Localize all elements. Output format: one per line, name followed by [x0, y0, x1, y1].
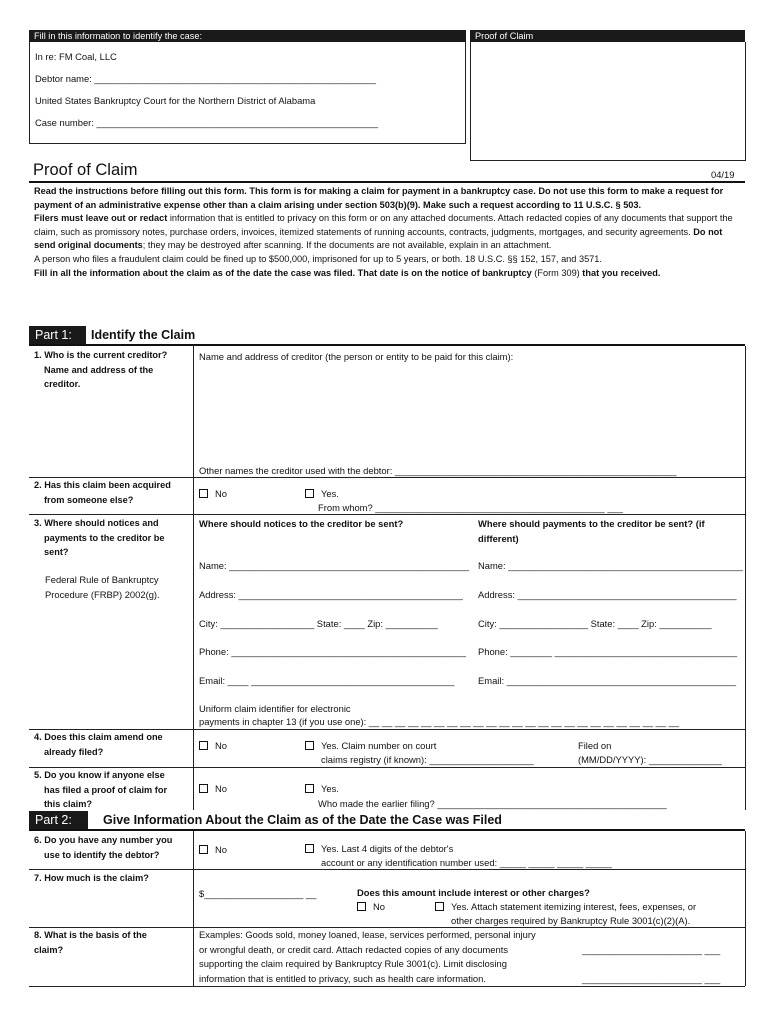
q4-yes-option[interactable]: [305, 739, 436, 752]
q4-no-option[interactable]: [199, 739, 227, 752]
q1-label-line: creditor.: [44, 379, 81, 389]
checkbox[interactable]: [357, 902, 366, 911]
proof-of-claim-bar: [470, 30, 745, 42]
frbp-line: Federal Rule of Bankruptcy: [45, 574, 159, 585]
q5-label: [34, 768, 167, 812]
q2-label: [34, 478, 171, 507]
notice-name-field[interactable]: Name: ______________________________________________: [199, 560, 470, 571]
part2-rule: [29, 829, 745, 831]
q8-label: [34, 928, 147, 957]
column-divider: [193, 346, 194, 810]
q2-no-option[interactable]: [199, 487, 227, 500]
identify-case-bar: [29, 30, 466, 42]
checkbox[interactable]: [305, 844, 314, 853]
part1-label: Part 1:: [29, 326, 86, 344]
q6-label-line: 6. Do you have any number you: [34, 835, 173, 845]
checkbox[interactable]: [305, 784, 314, 793]
notice-city-state-zip-field[interactable]: City: __________________ State: ____ Zip: __________: [199, 618, 438, 629]
claim-amount-field[interactable]: $___________________ __: [199, 888, 317, 899]
creditor-name-prompt: Name and address of creditor (the person or entity to be paid for this claim):: [199, 351, 514, 362]
row-divider: [29, 986, 745, 987]
title-rule: [29, 181, 745, 183]
q3-label-line: sent?: [44, 547, 69, 557]
divider: [29, 143, 466, 144]
checkbox[interactable]: [305, 489, 314, 498]
divider: [29, 42, 30, 144]
notice-email-field[interactable]: Email: ____ _______________________________________: [199, 675, 455, 686]
q8-label-line: claim?: [34, 944, 64, 955]
fill-in-tail: that you received.: [582, 267, 661, 278]
basis-example-line: information that is entitled to privacy, such as health care information.: [199, 972, 486, 984]
court-name: United States Bankruptcy Court for the Northern District of Alabama: [35, 95, 316, 106]
case-number-field[interactable]: Case number: ______________________________________________________: [35, 117, 379, 128]
redact-text: information that is entitled to privacy on this form or on any attached documents. Attach redacted copies of any documents that support the claim, such as promissory notes, purchase orders, invoices, itemized statements of running accounts, contracts, judgments, mortgages, and security agreements.: [34, 213, 733, 237]
instructions-p1: Read the instructions before filling out this form. This form is for making a claim for payment in a bankruptcy case. Do not use this form to make a request for payment of an administrative expense other than a claim arising under section 503(b)(9). Make such a request according to 11 U.S.C. § 503.: [34, 186, 724, 210]
claim-number-field[interactable]: claims registry (if known): ____________________: [321, 754, 534, 765]
from-whom-field[interactable]: From whom? ____________________________________________ ___: [318, 502, 623, 513]
q7-no-label: No: [373, 901, 385, 912]
q4-label-line: 4. Does this claim amend one: [34, 732, 163, 742]
payments-heading-line: different): [478, 532, 519, 544]
right-border: [745, 346, 746, 810]
q6-label: [34, 833, 172, 862]
q2-label-line: 2. Has this claim been acquired: [34, 480, 171, 490]
originals-text: ; they may be destroyed after scanning. If the documents are not available, explain in an attachment.: [142, 240, 552, 251]
q5-label-line: has filed a proof of claim for: [44, 784, 168, 795]
basis-field-line-1[interactable]: _______________________ ___: [582, 944, 721, 955]
checkbox[interactable]: [199, 784, 208, 793]
q5-yes-option[interactable]: [305, 782, 339, 795]
part2-label: Part 2:: [29, 811, 88, 829]
form-309-ref: (Form 309): [531, 267, 583, 278]
q7-yes-option[interactable]: [435, 900, 696, 913]
q3-label-line: payments to the creditor be: [44, 532, 165, 543]
in-re-line: In re: FM Coal, LLC: [35, 51, 117, 62]
fill-in-emphasis: Fill in all the information about the claim as of the date the case was filed. That date is on the notice of bankruptcy: [34, 267, 532, 278]
instructions-p2: [34, 212, 740, 253]
basis-field-line-2[interactable]: _______________________ ___: [582, 973, 721, 984]
basis-example-line: or wrongful death, or credit card. Attach redacted copies of any documents: [199, 943, 509, 955]
proof-of-claim-label: Proof of Claim: [475, 31, 534, 41]
q2-label-line: from someone else?: [44, 494, 134, 505]
q5-no-label: No: [215, 783, 227, 794]
part1-rule: [29, 344, 745, 346]
payment-email-field[interactable]: Email: ____________________________________________: [478, 675, 737, 686]
q4-label: [34, 730, 163, 759]
right-border: [745, 831, 746, 986]
filed-on-label: Filed on: [578, 740, 612, 751]
frbp-line: Procedure (FRBP) 2002(g).: [45, 588, 160, 600]
q7-yes-label: Yes. Attach statement itemizing interest, fees, expenses, or: [451, 901, 697, 912]
row-divider: [29, 514, 745, 515]
row-divider: [29, 869, 745, 870]
checkbox[interactable]: [199, 741, 208, 750]
q7-yes-continued: other charges required by Bankruptcy Rule 3001(c)(2)(A).: [451, 915, 691, 926]
part1-title: Identify the Claim: [91, 328, 196, 342]
q5-label-line: this claim?: [44, 799, 92, 809]
q6-yes-option[interactable]: [305, 842, 453, 855]
identify-case-heading: Fill in this information to identify the case:: [34, 31, 203, 41]
q3-label-line: 3. Where should notices and: [34, 518, 159, 528]
notices-heading: Where should notices to the creditor be sent?: [199, 518, 404, 529]
instructions: [34, 185, 740, 280]
payment-name-field[interactable]: Name: _____________________________________________: [478, 560, 743, 571]
column-divider: [193, 831, 194, 986]
q7-label: 7. How much is the claim?: [34, 873, 149, 883]
basis-examples: [199, 928, 536, 986]
q2-yes-option[interactable]: [305, 487, 339, 500]
frbp-reference: [45, 573, 160, 602]
account-number-field[interactable]: account or any identification number used: _____ _____ _____ _____: [321, 857, 612, 868]
uniform-claim-identifier-label: Uniform claim identifier for electronic: [199, 703, 351, 714]
q6-no-option[interactable]: [199, 843, 227, 856]
q7-no-option[interactable]: [357, 900, 385, 913]
checkbox[interactable]: [305, 741, 314, 750]
q4-no-label: No: [215, 740, 227, 751]
other-names-field[interactable]: Other names the creditor used with the debtor: ______________________________________________________: [199, 465, 677, 476]
q4-yes-label: Yes. Claim number on court: [321, 740, 437, 751]
q3-label: [34, 516, 164, 560]
interest-question: Does this amount include interest or other charges?: [357, 887, 590, 898]
notice-phone-field[interactable]: Phone: _____________________________________________: [199, 646, 466, 657]
form-title: Proof of Claim: [33, 161, 138, 179]
checkbox[interactable]: [199, 489, 208, 498]
payment-phone-field[interactable]: Phone: ________ ___________________________________: [478, 646, 738, 657]
payment-city-state-zip-field[interactable]: City: _________________ State: ____ Zip: __________: [478, 618, 712, 629]
instructions-p4: [34, 267, 740, 281]
q1-label: [34, 348, 167, 392]
q5-yes-label: Yes.: [321, 783, 339, 794]
part2-title: Give Information About the Claim as of the Date the Case was Filed: [103, 813, 502, 827]
originals-emphasis: Do not send original documents: [34, 226, 723, 251]
basis-example-line: supporting the claim required by Bankruptcy Rule 3001(c). Limit disclosing: [199, 958, 507, 969]
earlier-filing-field[interactable]: Who made the earlier filing? ____________________________________________: [318, 798, 667, 809]
filed-on-date-field[interactable]: (MM/DD/YYYY): ______________: [578, 754, 722, 765]
q6-yes-label: Yes. Last 4 digits of the debtor's: [321, 843, 454, 854]
instructions-p3: A person who files a fraudulent claim could be fined up to $500,000, imprisoned for up to 5 years, or both. 18 U.S.C. §§ 152, 157, and 3571.: [34, 253, 602, 264]
payments-heading: [478, 517, 705, 546]
q2-no-label: No: [215, 488, 227, 499]
basis-example-line: Examples: Goods sold, money loaned, lease, services performed, personal injury: [199, 929, 536, 940]
court-use-box: [470, 42, 746, 161]
q6-no-label: No: [215, 844, 227, 855]
q6-label-line: use to identify the debtor?: [44, 849, 160, 860]
payments-heading-line: Where should payments to the creditor be sent? (if: [478, 518, 705, 529]
checkbox[interactable]: [199, 845, 208, 854]
q5-no-option[interactable]: [199, 782, 227, 795]
q5-label-line: 5. Do you know if anyone else: [34, 770, 165, 780]
payment-address-field[interactable]: Address: __________________________________________: [478, 589, 737, 600]
debtor-name-field[interactable]: Debtor name: ______________________________________________________: [35, 73, 376, 84]
checkbox[interactable]: [435, 902, 444, 911]
q4-label-line: already filed?: [44, 746, 104, 757]
form-date: 04/19: [711, 169, 735, 180]
q2-yes-label: Yes.: [321, 488, 339, 499]
q1-label-line: Name and address of the: [44, 364, 154, 375]
redact-emphasis: Filers must leave out or redact: [34, 213, 168, 224]
q1-label-line: 1. Who is the current creditor?: [34, 350, 168, 360]
divider: [465, 42, 466, 144]
notice-address-field[interactable]: Address: ___________________________________________: [199, 589, 463, 600]
uniform-claim-identifier-field[interactable]: payments in chapter 13 (if you use one): __ __ __ __ __ __ __ __ __ __ __ __ __ __ __ __ __ __ __ __ __ __ __ __: [199, 716, 680, 727]
q8-label-line: 8. What is the basis of the: [34, 930, 147, 940]
